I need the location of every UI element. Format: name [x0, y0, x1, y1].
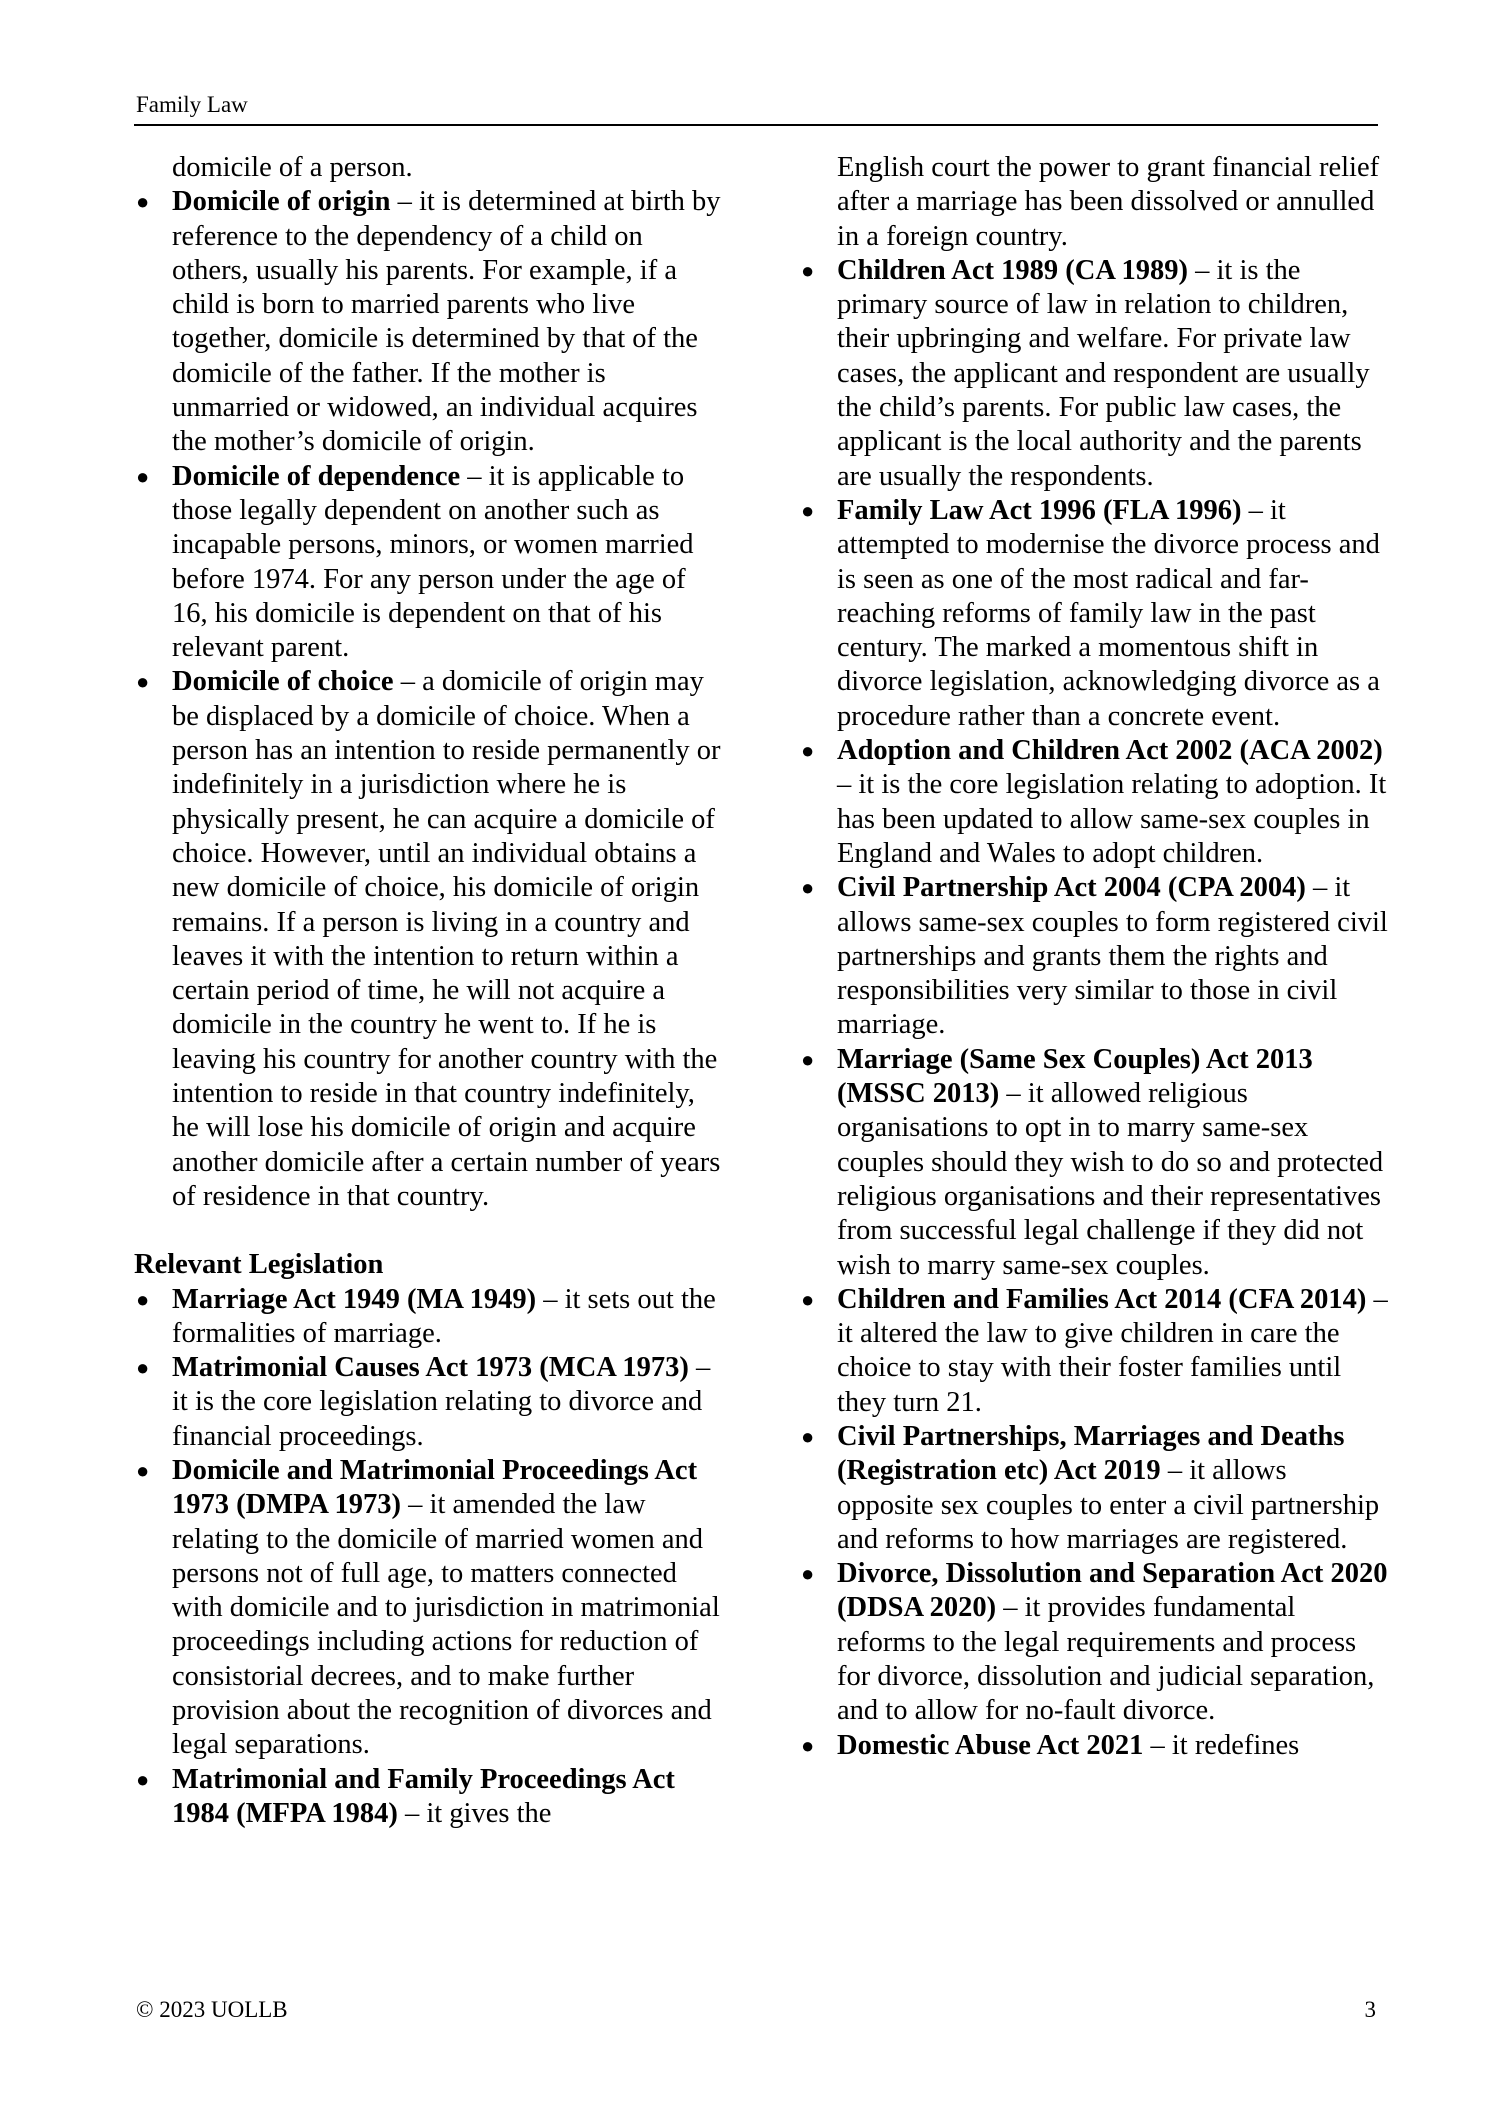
item-text: – it is the primary source of law in relation to children, their upbringing and welfare. For private law cases, the applicant and respondent are usually the child’s parents. For public law cases, the applicant is the local authority and the parents are usually the respondents. [837, 254, 1370, 492]
list-item [799, 494, 1389, 734]
page-number: 3 [1364, 1997, 1376, 2022]
list-item [134, 460, 724, 666]
list-item [799, 734, 1389, 871]
list-item [134, 185, 724, 459]
left-column [134, 151, 724, 1831]
item-term: Domicile of choice [172, 666, 394, 698]
item-text: – it redefines [1143, 1729, 1300, 1761]
bullet-icon: ● [136, 669, 150, 695]
item-text: – it sets out the formalities of marriage. [172, 1283, 716, 1349]
list-item [799, 1557, 1389, 1728]
bullet-icon: ● [801, 1046, 815, 1072]
section-heading: Relevant Legislation [134, 1249, 384, 1281]
continuation-text: English court the power to grant financial relief after a marriage has been dissolved or annulled in a foreign country. [837, 152, 1380, 252]
bullet-icon: ● [801, 1561, 815, 1587]
item-text: – it amended the law relating to the domicile of married women and persons not of full age, to matters connected with domicile and to jurisdiction in matrimonial proceedings including actions for reduction of consistorial decrees, and to make further provision about the recognition of divorces and legal separations. [172, 1489, 720, 1761]
item-text: – it altered the law to give children in care the choice to stay with their foster families until they turn 21. [837, 1283, 1388, 1418]
item-text: – a domicile of origin may be displaced by a domicile of choice. When a person has an intention to reside permanently or indefinitely in a jurisdiction where he is physically present, he can acquire a domicile of choice. However, until an individual obtains a new domicile of choice, his domicile of origin remains. If a person is living in a country and leaves it with the intention to return within a certain period of time, he will not acquire a domicile in the country he went to. If he is leaving his country for another country with the intention to reside in that country indefinitely, he will lose his domicile of origin and acquire another domicile after a certain number of years of residence in that country. [172, 666, 721, 1212]
list-item [134, 1283, 724, 1352]
page-header [134, 88, 1378, 126]
item-text: – it gives the [397, 1797, 552, 1829]
item-term: Marriage Act 1949 (MA 1949) [172, 1283, 537, 1315]
list-item [134, 665, 724, 1214]
item-text: – it is the core legislation relating to adoption. It has been updated to allow same-sex couples in England and Wales to adopt children. [837, 769, 1387, 869]
list-item [799, 254, 1389, 494]
bullet-icon: ● [801, 1732, 815, 1758]
bullet-icon: ● [136, 189, 150, 215]
item-term: Domicile and Matrimonial Proceedings Act 1973 (DMPA 1973) [172, 1454, 698, 1521]
list-item [799, 1283, 1389, 1420]
page-footer [134, 1997, 1378, 2029]
bullet-icon: ● [801, 1423, 815, 1449]
item-text: – it is determined at birth by reference to the dependency of a child on others, usually his parents. For example, if a child is born to married parents who live together, domicile is determined by that of the domicile of the father. If the mother is unmarried or widowed, an individual acquires the mother’s domicile of origin. [172, 186, 721, 458]
item-text: – it is the core legislation relating to divorce and financial proceedings. [172, 1352, 711, 1452]
item-term: Marriage (Same Sex Couples) Act 2013 (MSSC 2013) [837, 1043, 1313, 1110]
item-term: Children and Families Act 2014 (CFA 2014) [837, 1283, 1367, 1315]
item-term: Divorce, Dissolution and Separation Act 2020 (DDSA 2020) [837, 1558, 1388, 1624]
item-term: Domestic Abuse Act 2021 [837, 1729, 1144, 1761]
bullet-icon: ● [136, 1355, 150, 1381]
domicile-types-list [134, 185, 724, 1214]
list-item [134, 1454, 724, 1763]
bullet-icon: ● [801, 497, 815, 523]
running-header-title: Family Law [136, 92, 248, 117]
list-item [799, 1420, 1389, 1557]
item-term: Family Law Act 1996 (FLA 1996) [837, 494, 1242, 526]
right-column [799, 151, 1389, 1763]
bullet-icon: ● [801, 875, 815, 901]
copyright-notice: © 2023 UOLLB [136, 1997, 288, 2022]
list-item [134, 1351, 724, 1454]
item-term: Adoption and Children Act 2002 (ACA 2002) [837, 735, 1383, 767]
bullet-icon: ● [136, 1457, 150, 1483]
bullet-icon: ● [136, 463, 150, 489]
item-text: – it allows opposite sex couples to enter a civil partnership and reforms to how marriages are registered. [837, 1455, 1380, 1555]
bullet-icon: ● [136, 1286, 150, 1312]
item-term: Matrimonial and Family Proceedings Act 1984 (MFPA 1984) [172, 1763, 675, 1829]
bullet-icon: ● [801, 738, 815, 764]
legislation-list-left [134, 1283, 724, 1832]
item-text: – it allows same-sex couples to form registered civil partnerships and grants them the rights and responsibilities very similar to those in civil marriage. [837, 872, 1388, 1041]
item-term: Domicile of dependence [172, 460, 461, 492]
list-item [799, 1043, 1389, 1283]
list-item [799, 871, 1389, 1042]
item-term: Children Act 1989 (CA 1989) [837, 254, 1188, 286]
item-text: – it allowed religious organisations to opt in to marry same-sex couples should they wish to do so and protected religious organisations and their representatives from successful legal challenge if they did not wish to marry same-sex couples. [837, 1078, 1384, 1281]
list-item [134, 1763, 724, 1832]
item-text: – it is applicable to those legally dependent on another such as incapable persons, minors, or women married before 1974. For any person under the age of 16, his domicile is dependent on that of his relevant parent. [172, 460, 694, 664]
bullet-icon: ● [136, 1766, 150, 1792]
item-term: Civil Partnerships, Marriages and Deaths (Registration etc) Act 2019 [837, 1420, 1345, 1487]
item-term: Civil Partnership Act 2004 (CPA 2004) [837, 872, 1306, 904]
item-term: Matrimonial Causes Act 1973 (MCA 1973) [172, 1352, 689, 1384]
bullet-icon: ● [801, 1286, 815, 1312]
item-term: Domicile of origin [172, 186, 391, 218]
item-text: – it attempted to modernise the divorce process and is seen as one of the most radical and far-reaching reforms of family law in the past century. The marked a momentous shift in divorce legislation, acknowledging divorce as a procedure rather than a concrete event. [837, 494, 1380, 732]
item-text: – it provides fundamental reforms to the legal requirements and process for divorce, dissolution and judicial separation, and to allow for no-fault divorce. [837, 1592, 1375, 1727]
list-item [799, 1729, 1389, 1763]
bullet-icon: ● [801, 257, 815, 283]
legislation-list-right [799, 254, 1389, 1763]
continuation-text: domicile of a person. [172, 152, 413, 183]
